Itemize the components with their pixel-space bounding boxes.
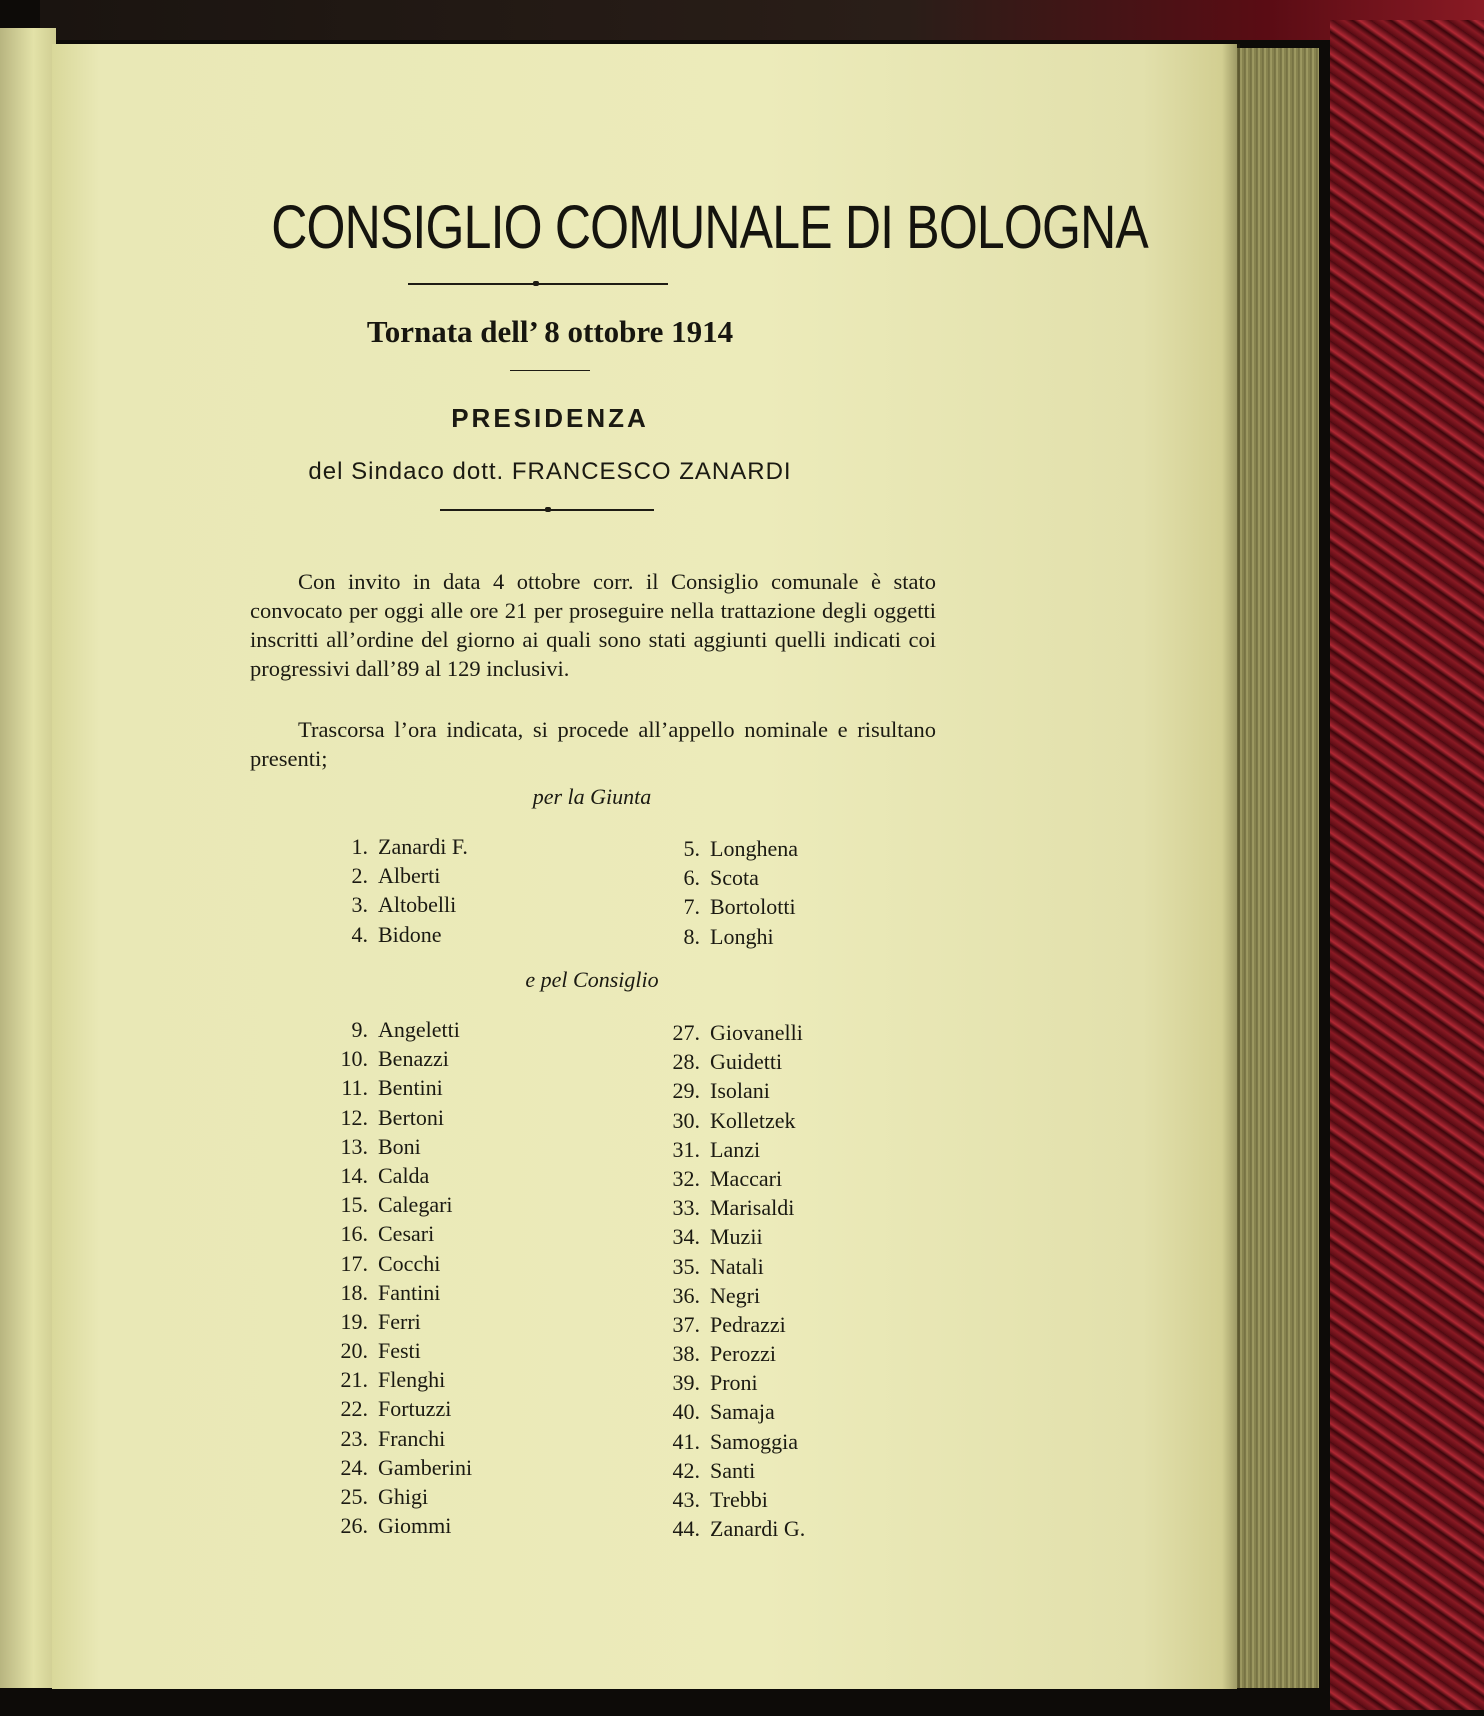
list-item: 8. Longhi (683, 923, 774, 949)
list-item: 20. Festi (340, 1338, 421, 1364)
left-page-edge (0, 28, 56, 1688)
list-item: 5. Longhena (683, 836, 798, 861)
presidency-heading: PRESIDENZA (451, 403, 649, 433)
list-item: 25. Ghigi (340, 1484, 429, 1509)
consiglio-list-left (328, 1015, 472, 1540)
title-rule-ornament (533, 281, 539, 286)
list-item: 26. Giommi (340, 1513, 452, 1539)
list-item: 14. Calda (340, 1162, 430, 1188)
page-gutter-shadow (1222, 44, 1240, 1689)
list-item: 4. Bidone (351, 921, 442, 947)
list-item: 23. Franchi (340, 1425, 446, 1451)
page-stack-edges (1237, 48, 1319, 1688)
list-item: 15. Calegari (340, 1192, 453, 1218)
document-title: CONSIGLIO COMUNALE DI BOLOGNA (271, 193, 1148, 261)
list-item: 7. Bortolotti (683, 894, 796, 920)
list-item: 18. Fantini (340, 1279, 441, 1305)
giunta-list-left (328, 832, 468, 949)
list-item: 10. Benazzi (340, 1046, 449, 1072)
list-item: 11. Bentini (341, 1075, 443, 1101)
giunta-heading: per la Giunta (532, 784, 652, 809)
consiglio-list-right (660, 1018, 805, 1543)
list-item: 24. Gamberini (340, 1454, 473, 1480)
list-item: 41. Samoggia (672, 1428, 798, 1454)
list-item: 35. Natali (672, 1253, 764, 1279)
giunta-list-right (660, 834, 798, 951)
list-item: 44. Zanardi G. (672, 1516, 806, 1542)
session-date: Tornata dell’ 8 ottobre 1914 (366, 314, 734, 349)
book-cover-top (40, 0, 1484, 40)
list-item: 1. Zanardi F. (351, 834, 468, 859)
president-line: del Sindaco dott. FRANCESCO ZANARDI (308, 458, 792, 485)
presidency-rule-ornament (545, 507, 551, 512)
list-item: 34. Muzii (672, 1224, 763, 1250)
list-item: 3. Altobelli (351, 892, 457, 918)
list-item: 2. Alberti (351, 863, 441, 889)
roll-call-paragraph: Trascorsa l’ora indicata, si procede all’appello nominale e risultano presenti; (250, 717, 936, 771)
list-item: 36. Negri (672, 1282, 761, 1308)
convocation-paragraph: Con invito in data 4 ottobre corr. il Consiglio comunale è stato convocato per oggi alle ore 21 per proseguire nella trattazione degli oggetti inscritti all’ordine del giorno ai quali sono stati aggiunti quelli indicati coi progressivi dall’89 al 129 inclusivi. (250, 569, 936, 681)
book-cover-marbled (1330, 20, 1484, 1710)
list-item: 6. Scota (683, 865, 759, 891)
list-item: 17. Cocchi (340, 1250, 441, 1276)
list-item: 42. Santi (672, 1457, 756, 1483)
list-item: 39. Proni (672, 1370, 758, 1396)
list-item: 31. Lanzi (672, 1136, 761, 1162)
session-rule (510, 370, 590, 371)
list-item: 19. Ferri (340, 1308, 421, 1334)
list-item: 40. Samaja (672, 1399, 775, 1425)
list-item: 30. Kolletzek (672, 1107, 796, 1133)
list-item: 38. Perozzi (672, 1341, 776, 1367)
list-item: 29. Isolani (672, 1078, 770, 1104)
list-item: 32. Maccari (672, 1165, 783, 1191)
list-item: 13. Boni (340, 1133, 421, 1159)
list-item: 22. Fortuzzi (340, 1396, 452, 1422)
list-item: 9. Angeletti (351, 1017, 460, 1042)
document-page (52, 44, 1237, 1689)
list-item: 16. Cesari (340, 1221, 435, 1247)
list-item: 21. Flenghi (340, 1367, 446, 1393)
list-item: 28. Guidetti (672, 1049, 783, 1075)
list-item: 43. Trebbi (672, 1487, 768, 1512)
list-item: 12. Bertoni (340, 1104, 444, 1130)
consiglio-heading: e pel Consiglio (525, 967, 659, 992)
list-item: 33. Marisaldi (672, 1195, 795, 1221)
list-item: 27. Giovanelli (672, 1020, 803, 1045)
list-item: 37. Pedrazzi (672, 1311, 786, 1337)
